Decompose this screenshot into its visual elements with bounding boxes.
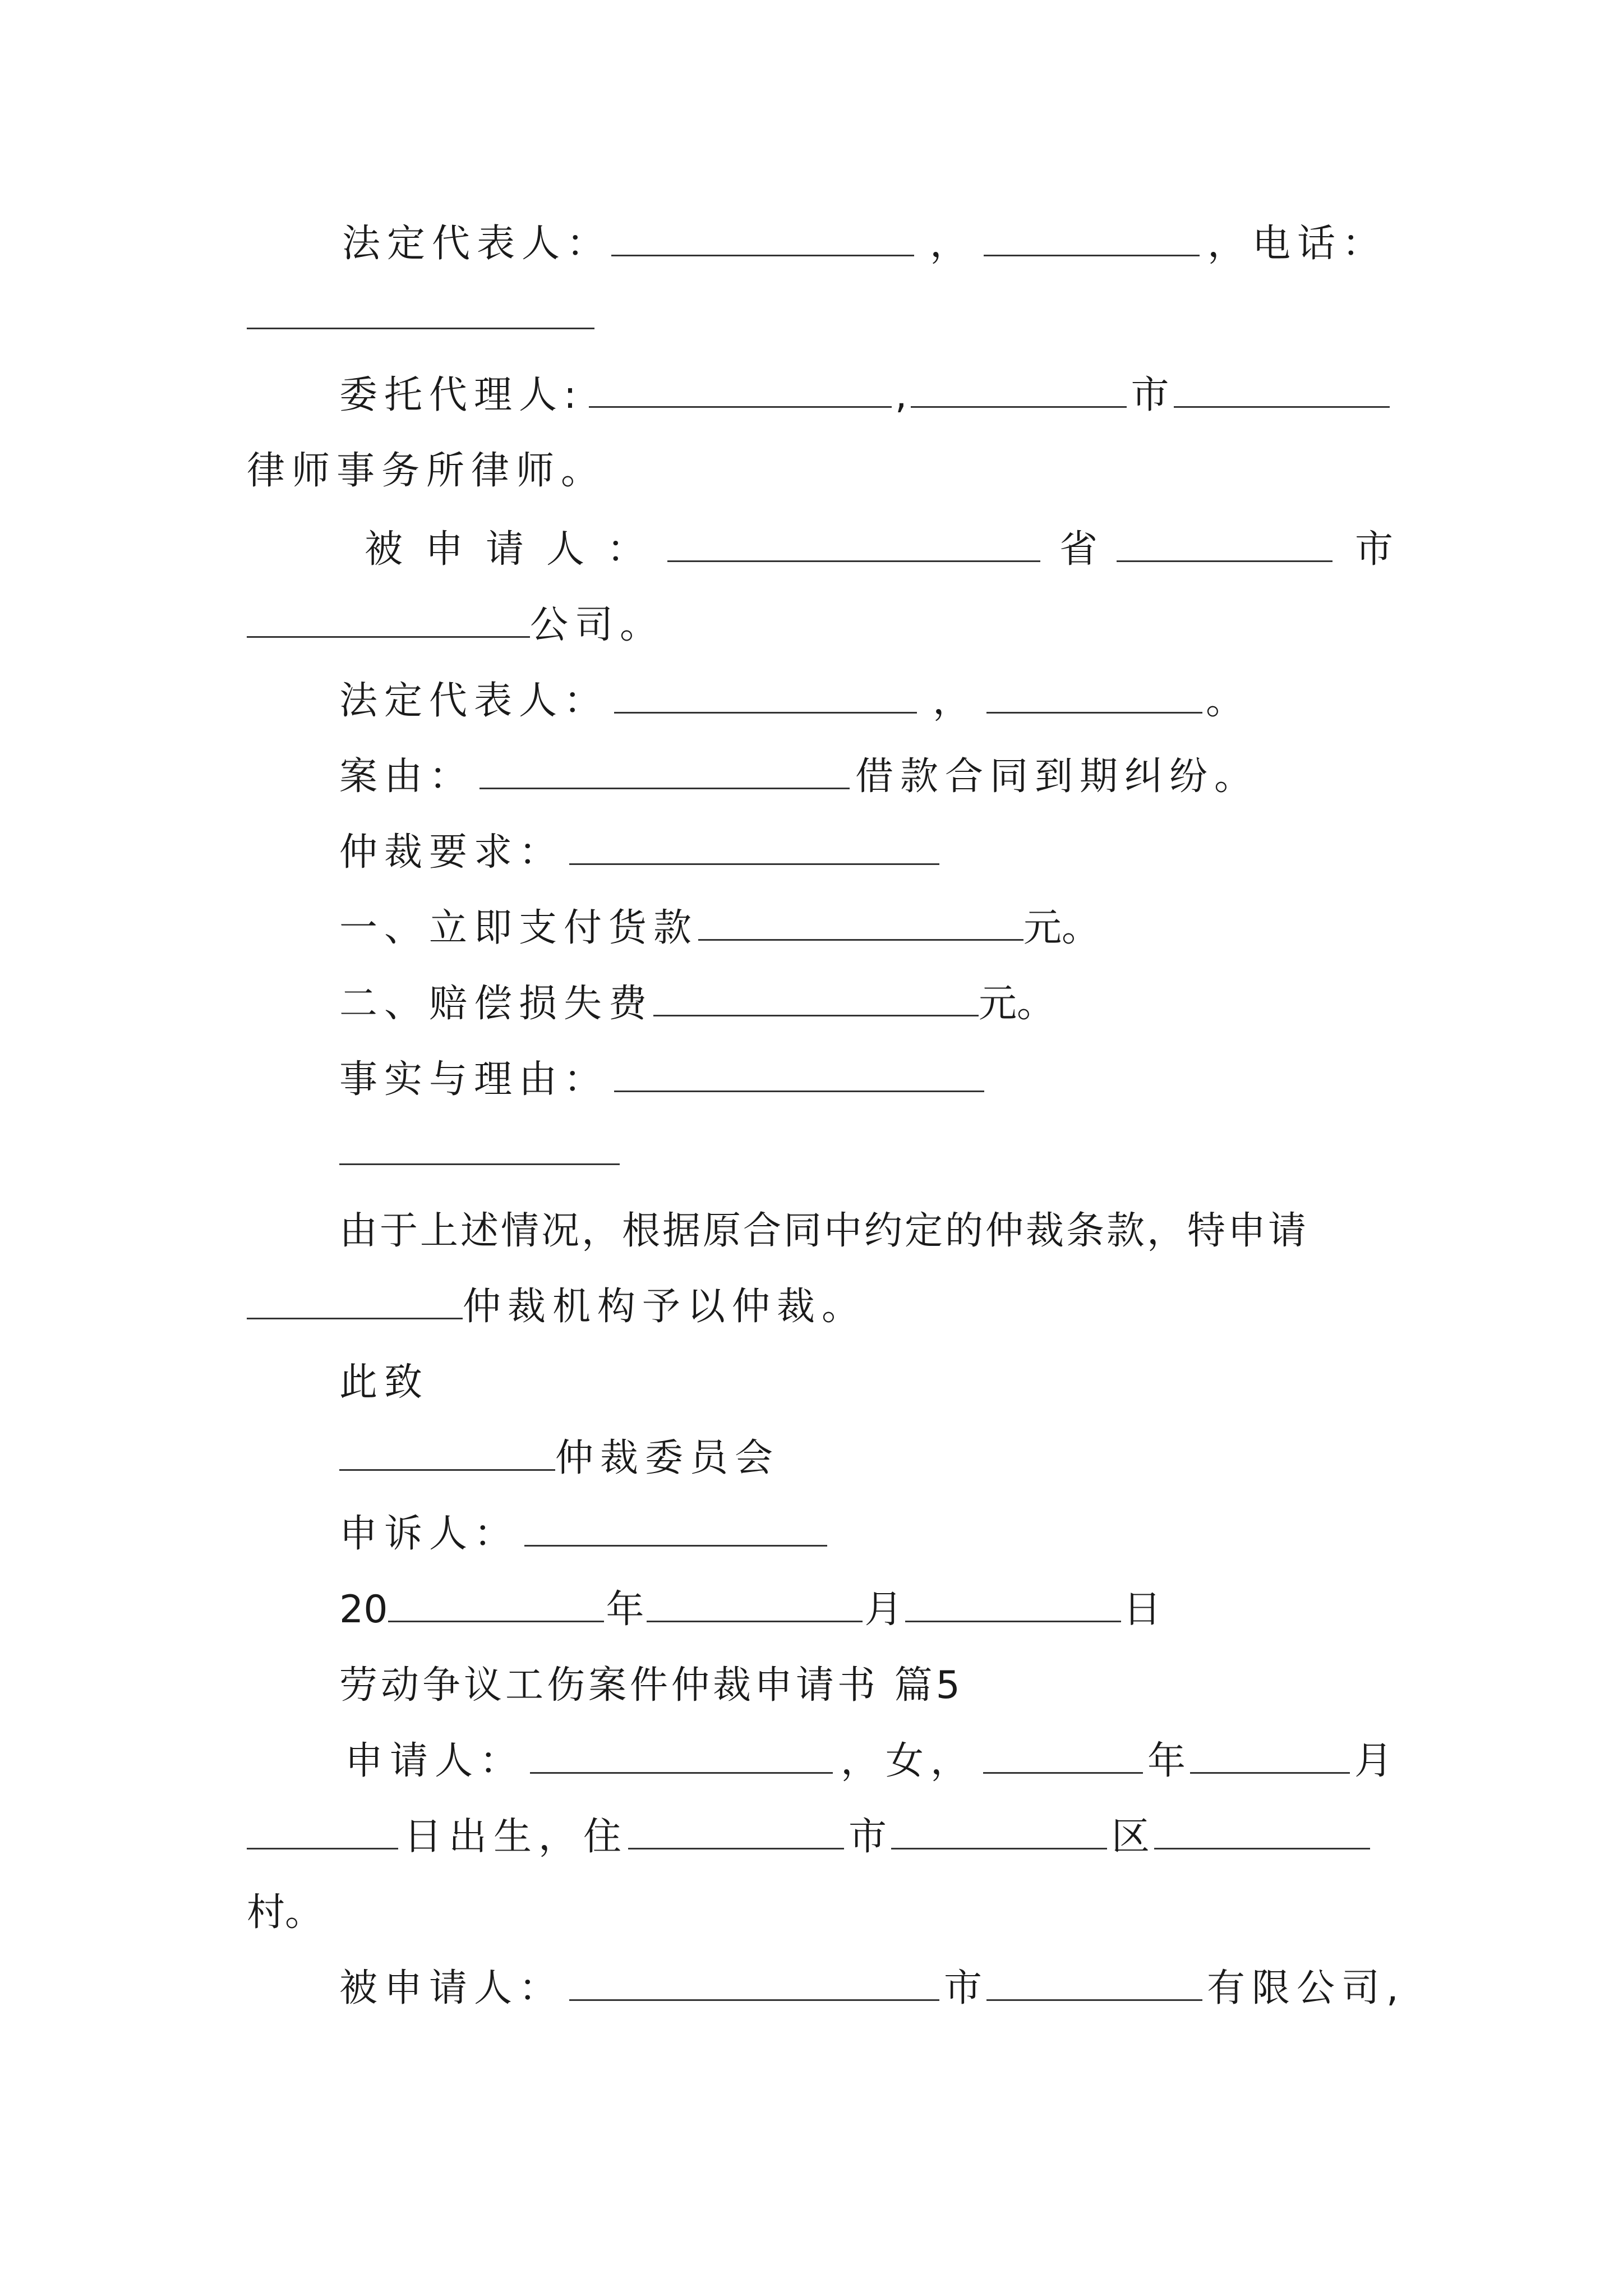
committee-text: 仲裁委员会 [555, 1436, 780, 1480]
claim-2-text: 二、赔偿损失费 [339, 982, 654, 1026]
blank [986, 677, 1202, 714]
birth-text: 日出生，住 [404, 1815, 629, 1859]
blank [247, 1283, 463, 1319]
legal-rep-label: 法定代表人： [339, 679, 609, 723]
year-label: 年 [606, 1588, 644, 1632]
blank [891, 1813, 1107, 1849]
claim-1-unit: 元。 [1023, 906, 1100, 950]
city-label: 市 [1355, 527, 1394, 572]
legal-rep-label: 法定代表人： [342, 222, 612, 266]
facts-line [339, 1055, 984, 1105]
blank [611, 220, 914, 256]
respondent-label: 被申请人： [339, 1966, 564, 2010]
month-label: 月 [864, 1588, 903, 1632]
blank [247, 1813, 398, 1849]
claims-label: 仲裁要求： [339, 830, 564, 875]
company-line [247, 600, 665, 651]
agent-line [339, 370, 1390, 421]
blank [984, 220, 1200, 256]
applicant-line [345, 1736, 1393, 1787]
comma: ， [930, 222, 969, 266]
blank [339, 1434, 555, 1471]
blank [1154, 1813, 1370, 1849]
section-heading [339, 1660, 963, 1711]
cause-text: 借款合同到期纠纷。 [855, 754, 1260, 799]
legal-rep-line-2 [339, 676, 1244, 726]
day-label: 日 [1123, 1588, 1161, 1632]
province-label: 省 [1059, 527, 1098, 572]
month-label: 月 [1354, 1739, 1393, 1783]
section-heading-text: 劳动争议工伤案件仲裁申请书 篇5 [339, 1663, 963, 1708]
claim-1-line [339, 903, 1100, 954]
respondent-line [365, 524, 1393, 575]
phone-label: ，电话： [1207, 222, 1387, 266]
year-prefix: 20 [339, 1588, 388, 1632]
blank [1174, 371, 1390, 408]
blank [530, 1737, 833, 1774]
city-label: 市 [1131, 373, 1169, 417]
request-cont-text: 仲裁机构予以仲裁。 [463, 1285, 867, 1329]
salutation-text: 此致 [339, 1360, 430, 1405]
date-line [339, 1585, 1161, 1635]
phone-blank-line [247, 292, 594, 342]
blank [339, 1129, 620, 1165]
request-cont-line [247, 1282, 866, 1332]
birth-address-line [247, 1812, 1370, 1862]
blank [983, 1737, 1143, 1774]
blank [698, 904, 1023, 941]
blank [614, 677, 917, 714]
blank [524, 1510, 827, 1547]
company-text: 公司。 [530, 603, 665, 647]
respondent-line-2 [339, 1963, 1405, 2014]
agent-label: 委托代理人: [339, 373, 583, 417]
claim-2-unit: 元。 [979, 982, 1055, 1026]
blank [247, 601, 530, 638]
legal-rep-line [342, 219, 1387, 269]
facts-blank-line [339, 1128, 620, 1178]
respondent-label: 被申请人： [365, 527, 668, 572]
claimant-label: 申诉人： [339, 1512, 519, 1556]
village-text: 村。 [247, 1890, 324, 1935]
company-text: 有限公司, [1207, 1966, 1405, 2010]
blank [647, 1586, 863, 1622]
blank [1117, 526, 1332, 562]
cause-line [339, 752, 1259, 802]
blank [569, 829, 939, 865]
blank [614, 1056, 984, 1092]
committee-line [339, 1433, 780, 1484]
blank [628, 1813, 844, 1849]
blank [905, 1586, 1121, 1622]
facts-label: 事实与理由： [339, 1057, 609, 1102]
cause-label: 案由： [339, 754, 474, 799]
gender-text: ，女， [841, 1739, 976, 1783]
applicant-label: 申请人： [345, 1739, 525, 1783]
blank [911, 371, 1127, 408]
blank [388, 1586, 604, 1622]
period: 。 [1206, 679, 1244, 723]
blank [653, 980, 979, 1016]
blank [986, 1964, 1202, 2001]
law-firm-line [247, 446, 606, 496]
claimant-line [339, 1509, 827, 1559]
city-label: 市 [849, 1815, 887, 1859]
blank [589, 371, 892, 408]
comma: , [895, 373, 907, 417]
claims-line [339, 827, 939, 878]
city-label: 市 [944, 1966, 983, 2010]
blank [1190, 1737, 1350, 1774]
blank [569, 1964, 939, 2001]
request-text: 由于上述情况，根据原合同中约定的仲裁条款，特申请 [339, 1209, 1309, 1253]
claim-2-line [339, 979, 1055, 1029]
year-label: 年 [1147, 1739, 1186, 1783]
claim-1-text: 一、立即支付货款 [339, 906, 699, 950]
request-line [339, 1206, 1308, 1257]
blank [667, 526, 1040, 562]
comma: ， [933, 679, 971, 723]
village-line [247, 1888, 323, 1938]
blank [479, 753, 850, 789]
district-label: 区 [1112, 1815, 1150, 1859]
blank [247, 293, 594, 329]
law-firm-text: 律师事务所律师。 [247, 449, 606, 493]
salutation-line [339, 1358, 429, 1408]
